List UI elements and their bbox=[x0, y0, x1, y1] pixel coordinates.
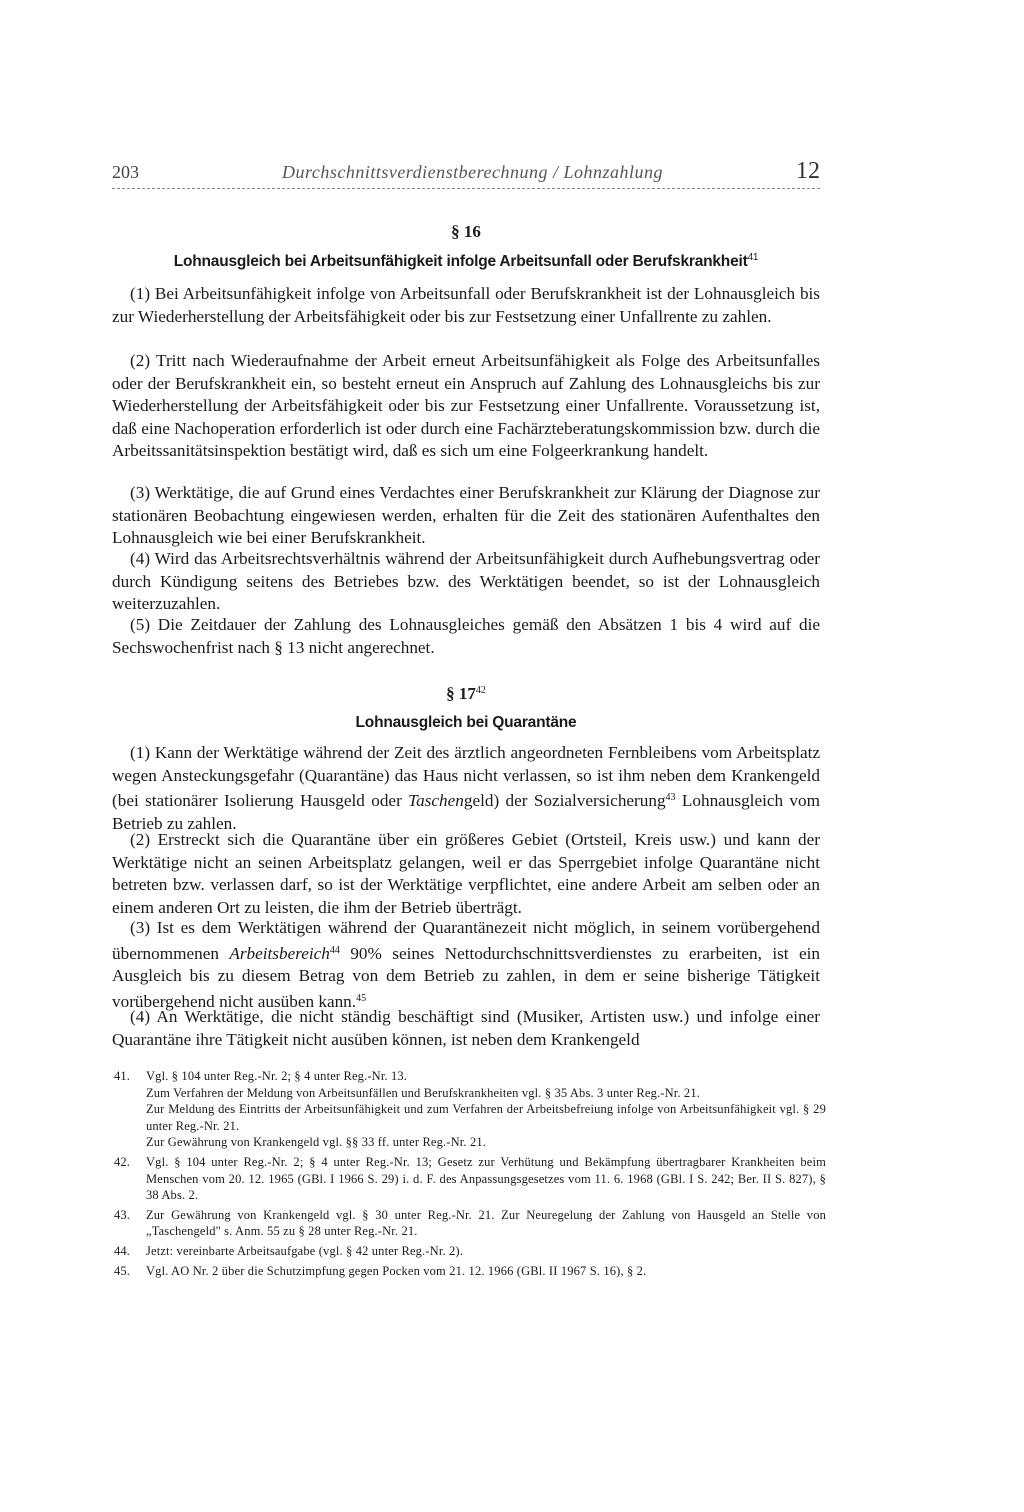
section-16-number: § 16 bbox=[451, 222, 481, 241]
s17-paragraph-2: (2) Erstreckt sich die Quarantäne über ein größeres Gebiet (Ortsteil, Kreis usw.) und kann der Werktätige nicht an seinen Arbeitsplatz gelangen, weil er das Sperrgebiet infolge Quarantäne nicht betreten bzw. verlassen darf, so ist der Werktätige verpflichtet, eine andere Arbeit am selben oder an einem anderen Ort zu leisten, die ihm der Betrieb überträgt. bbox=[112, 830, 820, 917]
footnote-ref: 42 bbox=[475, 685, 486, 696]
footnote-body bbox=[146, 1068, 826, 1151]
footnote-number: 42. bbox=[114, 1154, 131, 1169]
s17-paragraph-3 bbox=[112, 917, 820, 1013]
footnote-line: Zur Gewährung von Krankengeld vgl. § 30 unter Reg.-Nr. 21. Zur Neuregelung der Zahlung von Hausgeld an Stelle von „Taschengeld" s. Anm. 55 zu § 28 unter Reg.-Nr. 21. bbox=[146, 1207, 826, 1239]
section-17-title: Lohnausgleich bei Quarantäne bbox=[355, 714, 577, 731]
footnote-41 bbox=[114, 1068, 826, 1151]
s17-paragraph-1 bbox=[112, 742, 820, 835]
section-16-title-text: Lohnausgleich bei Arbeitsunfähigkeit infolge Arbeitsunfall oder Berufskrankheit bbox=[173, 253, 748, 270]
section-17-number-text: § 17 bbox=[446, 684, 476, 703]
s17-paragraph-4: (4) An Werktätige, die nicht ständig beschäftigt sind (Musiker, Artisten usw.) und infolge einer Quarantäne ihre Tätigkeit nicht ausüben können, ist neben dem Krankengeld bbox=[112, 1007, 820, 1049]
footnote-line: Vgl. § 104 unter Reg.-Nr. 2; § 4 unter Reg.-Nr. 13. bbox=[146, 1069, 408, 1083]
footnotes bbox=[114, 1068, 826, 1282]
footnote-line: Zur Meldung des Eintritts der Arbeitsunfähigkeit und zum Verfahren der Arbeitsbefreiung infolge von Arbeitsunfähigkeit vgl. § 29 unter Reg.-Nr. 21. bbox=[146, 1102, 826, 1133]
footnote-43 bbox=[114, 1207, 826, 1240]
s17-p1-text: (1) Kann der Werktätige während der Zeit des ärztlich angeordneten Fernbleibens vom Arbeitsplatz wegen Ansteckungsgefahr (Quarantäne) das Haus nicht verlassen, so ist ihm neben dem Krankengeld (bei stationärer Isolierung Hausgeld oder bbox=[112, 743, 820, 810]
section-16-title bbox=[112, 252, 820, 271]
footnote-line: Vgl. AO Nr. 2 über die Schutzimpfung gegen Pocken vom 21. 12. 1966 (GBl. II 1967 S. 16), § 2. bbox=[146, 1263, 647, 1278]
footnote-body bbox=[146, 1154, 826, 1204]
s16-paragraph-2: (2) Tritt nach Wiederaufnahme der Arbeit erneut Arbeitsunfähigkeit als Folge des Arbeitsunfalles oder der Berufskrankheit ein, so besteht erneut ein Anspruch auf Zahlung des Lohnausgleichs bis zur Wiederherstellung der Arbeitsfähigkeit oder bis zur Festsetzung einer Unfallrente. Voraussetzung ist, daß eine Nachoperation erforderlich ist oder durch eine Fachärzteberatungskommission bzw. durch die Arbeitssanitätsinspektion bestätigt wird, daß es sich um eine Folgeerkrankung handelt. bbox=[112, 351, 820, 460]
footnote-ref: 45 bbox=[356, 992, 367, 1004]
chapter-number: 12 bbox=[796, 158, 820, 184]
s17-p1-emphasis: Taschen bbox=[408, 791, 464, 810]
footnote-body bbox=[146, 1243, 826, 1260]
footnote-body bbox=[146, 1207, 826, 1240]
s16-paragraph-1: (1) Bei Arbeitsunfähigkeit infolge von Arbeitsunfall oder Berufskrankheit ist der Lohnausgleich bis zur Wiederherstellung der Arbeitsfähigkeit oder bis zur Festsetzung einer Unfallrente zu zahlen. bbox=[112, 284, 820, 326]
footnote-number: 43. bbox=[114, 1207, 131, 1222]
footnote-42 bbox=[114, 1154, 826, 1204]
page-number: 203 bbox=[112, 162, 139, 182]
s16-paragraph-3: (3) Werktätige, die auf Grund eines Verdachtes einer Berufskrankheit zur Klärung der Diagnose zur stationären Beobachtung eingewiesen werden, erhalten für die Zeit des stationären Aufenthaltes den Lohnausgleich wie bei einer Berufskrankheit. bbox=[112, 483, 820, 547]
footnote-45 bbox=[114, 1263, 826, 1280]
footnote-ref: 44 bbox=[329, 944, 340, 956]
s17-p3-text: (3) Ist es dem Werktätigen während der Quarantänezeit nicht möglich, in seinem vorübergehend übernommenen bbox=[112, 918, 820, 963]
footnote-line: Zum Verfahren der Meldung von Arbeitsunfällen und Berufskrankheiten vgl. § 35 Abs. 3 unter Reg.-Nr. 21. bbox=[146, 1085, 700, 1100]
running-header bbox=[112, 160, 820, 189]
footnote-line: Jetzt: vereinbarte Arbeitsaufgabe (vgl. § 42 unter Reg.-Nr. 2). bbox=[146, 1243, 463, 1258]
footnote-line: Vgl. § 104 unter Reg.-Nr. 2; § 4 unter Reg.-Nr. 13; Gesetz zur Verhütung und Bekämpfung übertragbarer Krankheiten beim Menschen vom 20. 12. 1965 (GBl. I 1966 S. 29) i. d. F. des Anpassungsgesetzes vom 11. 6. 1968 (GBl. I S. 242; Ber. II S. 827), § 38 Abs. 2. bbox=[146, 1154, 826, 1203]
s17-p1-text: Lohnausgleich vom Betrieb zu zahlen. bbox=[112, 791, 820, 833]
footnote-line: Zur Gewährung von Krankengeld vgl. §§ 33 ff. unter Reg.-Nr. 21. bbox=[146, 1135, 487, 1150]
footnote-number: 45. bbox=[114, 1263, 131, 1278]
s17-p3-emphasis: Arbeitsbereich bbox=[229, 943, 330, 963]
running-title: Durchschnittsverdienstberechnung / Lohnzahlung bbox=[282, 162, 663, 182]
s16-paragraph-4: (4) Wird das Arbeitsrechtsverhältnis während der Arbeitsunfähigkeit durch Aufhebungsvertrag oder durch Kündigung seitens des Betriebes bzw. des Werktätigen beendet, so ist der Lohnausgleich weiterzuzahlen. bbox=[112, 549, 820, 613]
section-17-number bbox=[112, 684, 820, 704]
s17-p3-text: 90% seines Nettodurchschnittsverdienstes zu erarbeiten, ist ein Ausgleich bis zu diesem Betrag von dem Betrieb zu zahlen, in dem er seine bisherige Tätigkeit vorübergehend nicht ausüben kann. bbox=[112, 943, 820, 1011]
footnote-body bbox=[146, 1263, 826, 1280]
footnote-44 bbox=[114, 1243, 826, 1260]
footnote-ref: 43 bbox=[665, 792, 676, 803]
s16-paragraph-5: (5) Die Zeitdauer der Zahlung des Lohnausgleiches gemäß den Absätzen 1 bis 4 wird auf die Sechswochenfrist nach § 13 nicht angerechnet. bbox=[112, 615, 820, 657]
s17-p1-text: geld) der Sozialversicherung bbox=[463, 791, 666, 810]
footnote-number: 44. bbox=[114, 1243, 131, 1258]
footnote-number: 41. bbox=[114, 1069, 131, 1083]
footnote-ref: 41 bbox=[747, 252, 759, 263]
